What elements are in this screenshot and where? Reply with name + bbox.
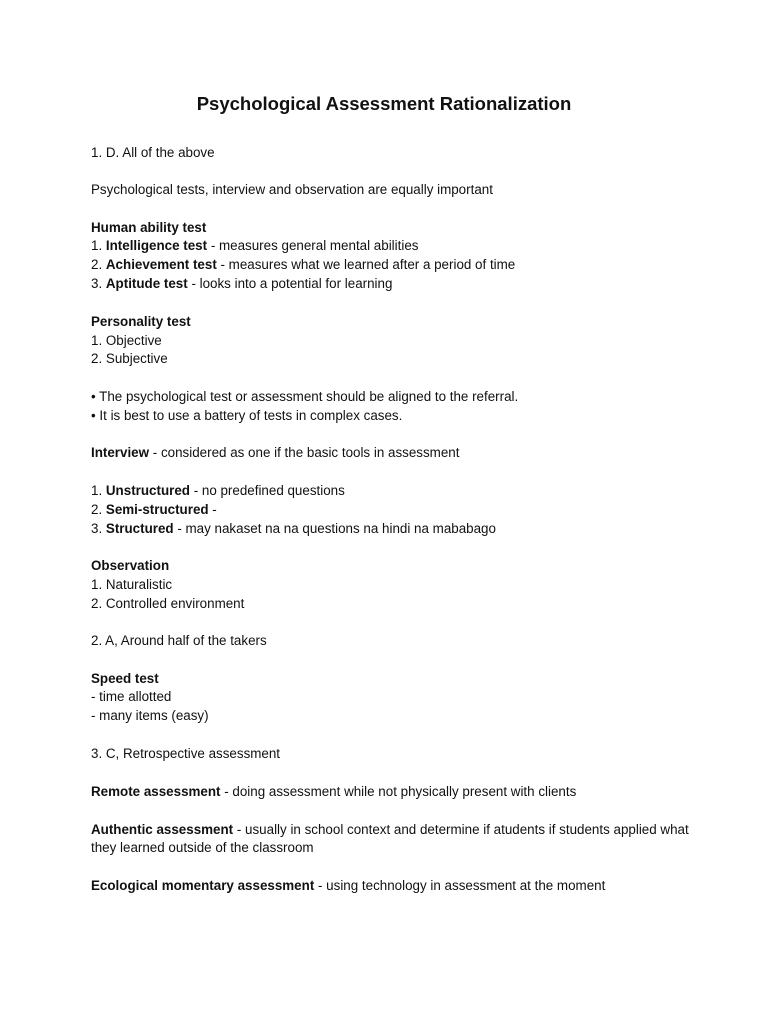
interview-item: 3. Structured - may nakaset na na questions na hindi na mababago <box>91 521 496 536</box>
answer-3: 3. C, Retrospective assessment <box>91 746 281 761</box>
bullet-note: • It is best to use a battery of tests in complex cases. <box>91 408 403 423</box>
human-ability-item: 2. Achievement test - measures what we learned after a period of time <box>91 257 516 272</box>
answer-2: 2. A, Around half of the takers <box>91 633 267 648</box>
ecological-assessment: Ecological momentary assessment - using technology in assessment at the moment <box>91 878 606 893</box>
personality-item: 2. Subjective <box>91 351 168 366</box>
human-ability-item: 1. Intelligence test - measures general mental abilities <box>91 238 419 253</box>
human-ability-item: 3. Aptitude test - looks into a potential for learning <box>91 276 393 291</box>
interview-item: 2. Semi-structured - <box>91 502 217 517</box>
answer-1-note: Psychological tests, interview and observation are equally important <box>91 182 493 197</box>
observation-item: 1. Naturalistic <box>91 577 173 592</box>
answer-1: 1. D. All of the above <box>91 145 215 160</box>
remote-assessment: Remote assessment - doing assessment while not physically present with clients <box>91 784 577 799</box>
observation-heading: Observation <box>91 558 170 573</box>
personality-heading: Personality test <box>91 314 191 329</box>
speed-heading: Speed test <box>91 671 159 686</box>
authentic-assessment: Authentic assessment - usually in school context and determine if atudents if students applied what they learned outside of the classroom <box>91 822 689 855</box>
speed-item: - many items (easy) <box>91 708 209 723</box>
interview-definition: Interview - considered as one if the basic tools in assessment <box>91 445 460 460</box>
speed-item: - time allotted <box>91 689 172 704</box>
observation-item: 2. Controlled environment <box>91 596 245 611</box>
personality-item: 1. Objective <box>91 333 162 348</box>
human-ability-heading: Human ability test <box>91 220 207 235</box>
document-title: Psychological Assessment Rationalization <box>196 93 572 114</box>
bullet-note: • The psychological test or assessment should be aligned to the referral. <box>91 389 519 404</box>
interview-item: 1. Unstructured - no predefined questions <box>91 483 345 498</box>
